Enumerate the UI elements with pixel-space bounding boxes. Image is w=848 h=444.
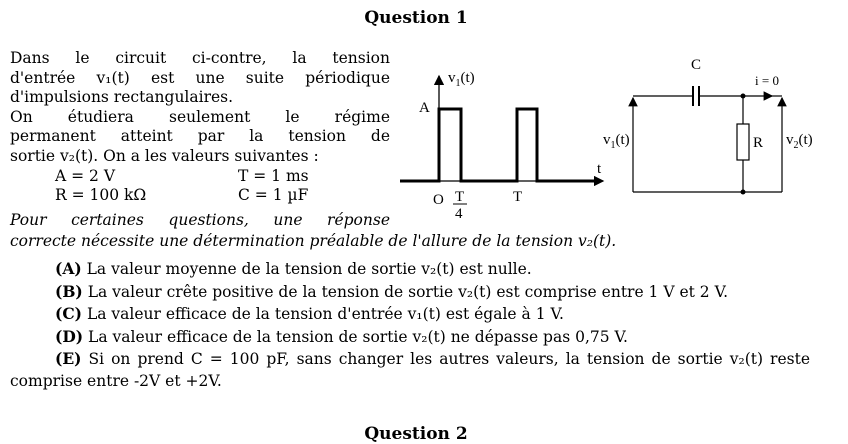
intro-line: d'entrée v₁(t) est une suite périodique (10, 68, 390, 87)
option-letter: (E) (55, 349, 82, 369)
quarter-period-numerator: T (455, 189, 465, 205)
question-title: Question 1 (364, 8, 468, 28)
option-d (10, 326, 810, 349)
option-letter: (A) (55, 259, 82, 278)
resistor (737, 124, 749, 160)
intro-line: Dans le circuit ci-contre, la tension (10, 49, 390, 67)
intro-line: permanent atteint par la tension de (10, 127, 390, 146)
node-dot (741, 94, 746, 99)
value-amplitude: A = 2 V (55, 166, 116, 185)
intro-line: sortie v₂(t). On a les valeurs suivantes : (10, 146, 319, 165)
option-letter: (D) (55, 326, 84, 346)
intro-line: On étudiera seulement le régime (10, 107, 390, 126)
option-text: La valeur moyenne de la tension de sortie v₂(t) est nulle. (81, 260, 532, 278)
capacitor-label: C (691, 57, 702, 73)
period-label: T (513, 189, 523, 205)
value-capacitance: C = 1 µF (238, 185, 309, 204)
note-line: correcte nécessite une détermination préalable de l'allure de la tension v₂(t). (10, 232, 617, 250)
option-text: Si on prend C = 100 pF, sans changer les autres valeurs, la tension de sortie v₂(t) reste comprise entre -2V et +2V. (10, 350, 810, 390)
answer-options (10, 258, 810, 393)
output-voltage-label: $v_2(t)$ (786, 132, 813, 151)
option-letter: (C) (55, 304, 83, 324)
value-resistance: R = 100 kΩ (55, 185, 147, 204)
signal-trace (400, 109, 595, 181)
amplitude-label: A (419, 100, 430, 116)
option-a (10, 258, 810, 281)
option-letter: (B) (55, 281, 83, 301)
option-e (10, 348, 810, 392)
note-line: Pour certaines questions, une réponse (10, 211, 390, 229)
intro-line: d'impulsions rectangulaires. (10, 88, 234, 107)
current-label: i = 0 (755, 73, 779, 88)
option-b (10, 281, 810, 304)
option-c (10, 303, 810, 326)
option-text: La valeur efficace de la tension de sortie v₂(t) ne dépasse pas 0,75 V. (83, 327, 628, 346)
option-text: La valeur efficace de la tension d'entrée v₁(t) est égale à 1 V. (82, 305, 564, 324)
intro-paragraph (10, 49, 390, 206)
option-text: La valeur crête positive de la tension de sortie v₂(t) est comprise entre 1 V et 2 V. (82, 282, 728, 301)
quarter-period-denominator: 4 (455, 206, 463, 220)
t-axis-label: t (597, 161, 602, 177)
given-values (10, 167, 390, 206)
input-voltage-label: $v_1(t)$ (603, 132, 630, 151)
origin-label: O (433, 192, 444, 208)
next-question-heading: Question 2 (364, 424, 468, 444)
rc-circuit-diagram (600, 52, 815, 202)
input-waveform-diagram (395, 60, 615, 220)
y-axis-label: $v_1(t)$ (448, 70, 475, 89)
resistor-label: R (753, 135, 764, 151)
node-dot (741, 190, 746, 195)
value-period: T = 1 ms (238, 166, 309, 185)
